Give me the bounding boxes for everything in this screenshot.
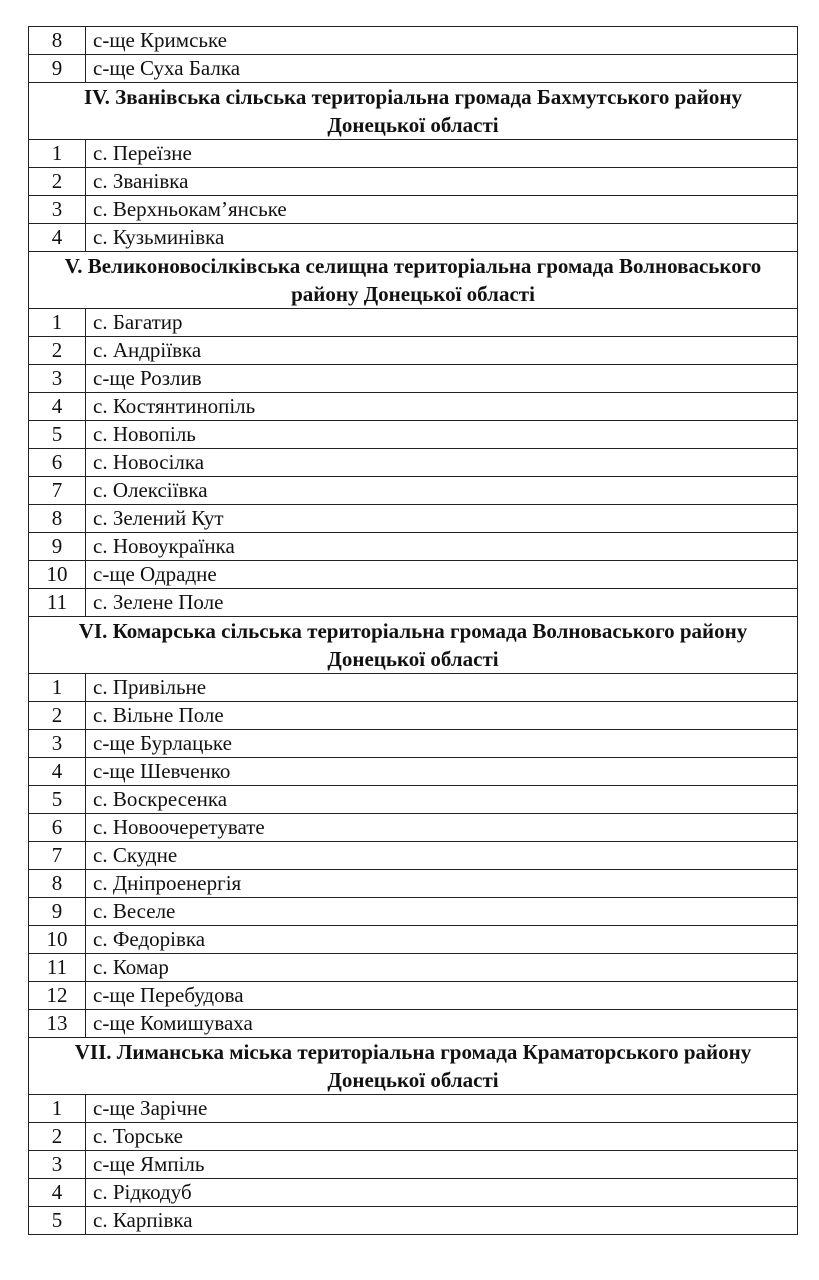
- settlements-table-body: [29, 27, 798, 1235]
- settlement-name: с. Вільне Поле: [86, 702, 798, 730]
- row-number: 9: [29, 55, 86, 83]
- table-row: [29, 1095, 798, 1123]
- row-number: 2: [29, 168, 86, 196]
- row-number: 2: [29, 337, 86, 365]
- row-number: 5: [29, 1207, 86, 1235]
- table-row: [29, 926, 798, 954]
- settlement-name: с-ще Зарічне: [86, 1095, 798, 1123]
- settlement-name: с-ще Перебудова: [86, 982, 798, 1010]
- table-row: [29, 1123, 798, 1151]
- section-heading: VI. Комарська сільська територіальна громада Волноваського району Донецької області: [29, 617, 798, 674]
- table-row: [29, 842, 798, 870]
- section-heading: V. Великоновосілківська селищна територіальна громада Волноваського району Донецької області: [29, 252, 798, 309]
- row-number: 3: [29, 730, 86, 758]
- row-number: 3: [29, 1151, 86, 1179]
- table-row: [29, 168, 798, 196]
- row-number: 1: [29, 674, 86, 702]
- table-row: [29, 449, 798, 477]
- settlement-name: с. Карпівка: [86, 1207, 798, 1235]
- row-number: 3: [29, 196, 86, 224]
- table-row: [29, 196, 798, 224]
- table-row: [29, 589, 798, 617]
- settlement-name: с-ще Бурлацьке: [86, 730, 798, 758]
- settlement-name: с-ще Одрадне: [86, 561, 798, 589]
- row-number: 8: [29, 27, 86, 55]
- settlement-name: с. Багатир: [86, 309, 798, 337]
- table-row: [29, 1010, 798, 1038]
- settlement-name: с. Званівка: [86, 168, 798, 196]
- table-row: [29, 421, 798, 449]
- settlement-name: с. Веселе: [86, 898, 798, 926]
- table-row: [29, 561, 798, 589]
- settlement-name: с. Переїзне: [86, 140, 798, 168]
- row-number: 8: [29, 870, 86, 898]
- table-row: [29, 1207, 798, 1235]
- table-row: [29, 982, 798, 1010]
- row-number: 4: [29, 758, 86, 786]
- settlement-name: с-ще Розлив: [86, 365, 798, 393]
- row-number: 8: [29, 505, 86, 533]
- settlement-name: с. Рідкодуб: [86, 1179, 798, 1207]
- row-number: 13: [29, 1010, 86, 1038]
- settlement-name: с. Торське: [86, 1123, 798, 1151]
- settlement-name: с. Зелене Поле: [86, 589, 798, 617]
- row-number: 4: [29, 393, 86, 421]
- row-number: 1: [29, 309, 86, 337]
- settlement-name: с-ще Кримське: [86, 27, 798, 55]
- row-number: 11: [29, 954, 86, 982]
- table-row: [29, 365, 798, 393]
- settlement-name: с. Олексіївка: [86, 477, 798, 505]
- settlement-name: с. Скудне: [86, 842, 798, 870]
- section-heading: IV. Званівська сільська територіальна громада Бахмутського району Донецької області: [29, 83, 798, 140]
- table-row: [29, 898, 798, 926]
- table-row: [29, 477, 798, 505]
- settlement-name: с. Воскресенка: [86, 786, 798, 814]
- table-row: [29, 533, 798, 561]
- settlement-name: с. Федорівка: [86, 926, 798, 954]
- table-row: [29, 55, 798, 83]
- table-row: [29, 786, 798, 814]
- section-heading-row: [29, 1038, 798, 1095]
- settlement-name: с. Дніпроенергія: [86, 870, 798, 898]
- settlement-name: с. Андріївка: [86, 337, 798, 365]
- table-row: [29, 1179, 798, 1207]
- settlement-name: с. Новосілка: [86, 449, 798, 477]
- row-number: 3: [29, 365, 86, 393]
- settlements-table: [28, 26, 798, 1235]
- row-number: 11: [29, 589, 86, 617]
- table-row: [29, 870, 798, 898]
- row-number: 5: [29, 421, 86, 449]
- table-row: [29, 337, 798, 365]
- row-number: 9: [29, 898, 86, 926]
- section-heading-row: [29, 252, 798, 309]
- table-row: [29, 674, 798, 702]
- section-heading: VII. Лиманська міська територіальна громада Краматорського району Донецької області: [29, 1038, 798, 1095]
- row-number: 6: [29, 814, 86, 842]
- row-number: 7: [29, 842, 86, 870]
- table-row: [29, 814, 798, 842]
- row-number: 9: [29, 533, 86, 561]
- row-number: 1: [29, 1095, 86, 1123]
- table-row: [29, 309, 798, 337]
- settlement-name: с. Привільне: [86, 674, 798, 702]
- row-number: 1: [29, 140, 86, 168]
- settlement-name: с. Кузьминівка: [86, 224, 798, 252]
- settlement-name: с. Костянтинопіль: [86, 393, 798, 421]
- settlement-name: с. Новоукраїнка: [86, 533, 798, 561]
- row-number: 4: [29, 1179, 86, 1207]
- row-number: 2: [29, 702, 86, 730]
- row-number: 7: [29, 477, 86, 505]
- table-row: [29, 730, 798, 758]
- settlement-name: с. Верхньокам’янське: [86, 196, 798, 224]
- section-heading-row: [29, 83, 798, 140]
- table-row: [29, 505, 798, 533]
- settlement-name: с. Зелений Кут: [86, 505, 798, 533]
- row-number: 12: [29, 982, 86, 1010]
- table-row: [29, 224, 798, 252]
- table-row: [29, 393, 798, 421]
- row-number: 6: [29, 449, 86, 477]
- row-number: 10: [29, 561, 86, 589]
- row-number: 5: [29, 786, 86, 814]
- row-number: 10: [29, 926, 86, 954]
- table-row: [29, 758, 798, 786]
- settlement-name: с. Комар: [86, 954, 798, 982]
- table-row: [29, 1151, 798, 1179]
- table-row: [29, 954, 798, 982]
- settlement-name: с-ще Комишуваха: [86, 1010, 798, 1038]
- section-heading-row: [29, 617, 798, 674]
- settlement-name: с-ще Ямпіль: [86, 1151, 798, 1179]
- settlement-name: с-ще Суха Балка: [86, 55, 798, 83]
- table-row: [29, 140, 798, 168]
- settlement-name: с-ще Шевченко: [86, 758, 798, 786]
- row-number: 4: [29, 224, 86, 252]
- settlement-name: с. Новопіль: [86, 421, 798, 449]
- table-row: [29, 27, 798, 55]
- settlement-name: с. Новоочеретувате: [86, 814, 798, 842]
- row-number: 2: [29, 1123, 86, 1151]
- table-row: [29, 702, 798, 730]
